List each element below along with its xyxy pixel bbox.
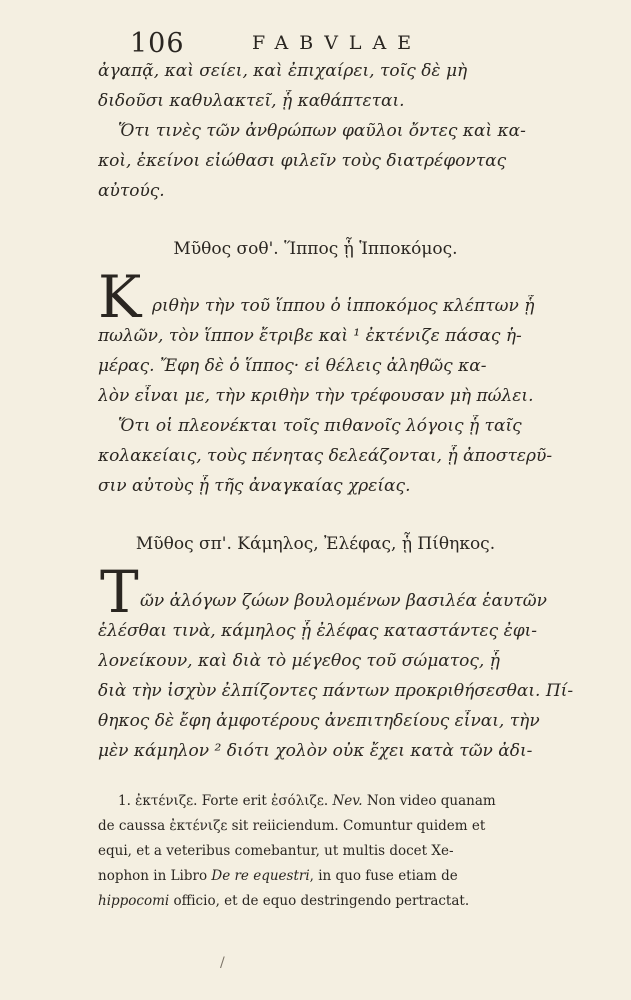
- fable-title: Μῦθος σοθ'. Ἵππος ᾗ Ἱπποκόμος.: [173, 239, 458, 259]
- text-line: μὲν κάμηλον ² διότι χολὸν οὐκ ἔχει κατὰ τῶν ἀδι-: [98, 741, 533, 761]
- moral-line: αὐτούς.: [98, 181, 165, 201]
- text-line: λὸν εἶναι με, τὴν κριθὴν τὴν τρέφουσαν μὴ πώλει.: [98, 386, 534, 406]
- moral-line: σιν αὐτοὺς ᾗ τῆς ἀναγκαίας χρείας.: [98, 476, 411, 496]
- footnote-line: equi, et a veteribus comebantur, ut multis docet Xe-: [98, 843, 454, 859]
- footnote-line: de caussa ἐκτένιζε sit reiiciendum. Comuntur quidem et: [98, 818, 486, 834]
- text-line: θηκος δὲ ἔφη ἀμφοτέρους ἀνεπιτηδείους εἶναι, τὴν: [98, 711, 540, 731]
- page-header: [130, 28, 560, 58]
- page-mark: /: [220, 955, 225, 971]
- text-line: ἑλέσθαι τινὰ, κάμηλος ᾗ ἐλέφας καταστάντες ἐφι-: [98, 621, 538, 641]
- moral-line: Ὅτι τινὲς τῶν ἀνθρώπων φαῦλοι ὄντες καὶ κα-: [118, 121, 526, 141]
- moral-line: κοὶ, ἐκείνοι εἰώθασι φιλεῖν τοὺς διατρέφοντας: [98, 151, 507, 171]
- drop-cap: K: [98, 263, 142, 331]
- page-number: 106: [130, 28, 185, 59]
- text-line: λονείκουν, καὶ διὰ τὸ μέγεθος τοῦ σώματος, ᾗ: [98, 651, 500, 671]
- moral-line: Ὅτι οἱ πλεονέκται τοῖς πιθανοῖς λόγοις ᾗ ταῖς: [118, 416, 522, 436]
- text-line: μέρας. Ἔφη δὲ ὁ ἵππος· εἰ θέλεις ἀληθῶς κα-: [98, 356, 487, 376]
- fable-title: Μῦθος σπ'. Κάμηλος, Ἐλέφας, ᾗ Πίθηκος.: [135, 534, 496, 554]
- footnote-line: 1. ἐκτένιζε. Forte erit ἐσόλιζε. Nev. Non video quanam: [118, 793, 496, 809]
- running-title: FABVLAE: [252, 32, 423, 54]
- text-line: ριθὴν τὴν τοῦ ἵππου ὁ ἱπποκόμος κλέπτων ᾗ: [152, 296, 535, 316]
- footnote-line: nophon in Libro De re equestri, in quo fuse etiam de: [98, 868, 458, 884]
- text-line: ῶν ἀλόγων ζώων βουλομένων βασιλέα ἑαυτῶν: [140, 591, 547, 611]
- text-line: διδοῦσι καθυλακτεῖ, ᾗ καθάπτεται.: [98, 91, 405, 111]
- text-line: πωλῶν, τὸν ἵππον ἔτριβε καὶ ¹ ἐκτένιζε πάσας ἡ-: [98, 326, 522, 346]
- moral-line: κολακείαις, τοὺς πένητας δελεάζονται, ᾗ ἀποστερῦ-: [98, 446, 553, 466]
- text-line: ἀγαπᾷ, καὶ σείει, καὶ ἐπιχαίρει, τοῖς δὲ μὴ: [98, 61, 468, 81]
- text-line: διὰ τὴν ἰσχὺν ἐλπίζοντες πάντων προκριθήσεσθαι. Πί-: [98, 681, 574, 701]
- drop-cap: T: [100, 558, 139, 626]
- footnote-line: hippocomi officio, et de equo destringendo pertractat.: [98, 893, 470, 909]
